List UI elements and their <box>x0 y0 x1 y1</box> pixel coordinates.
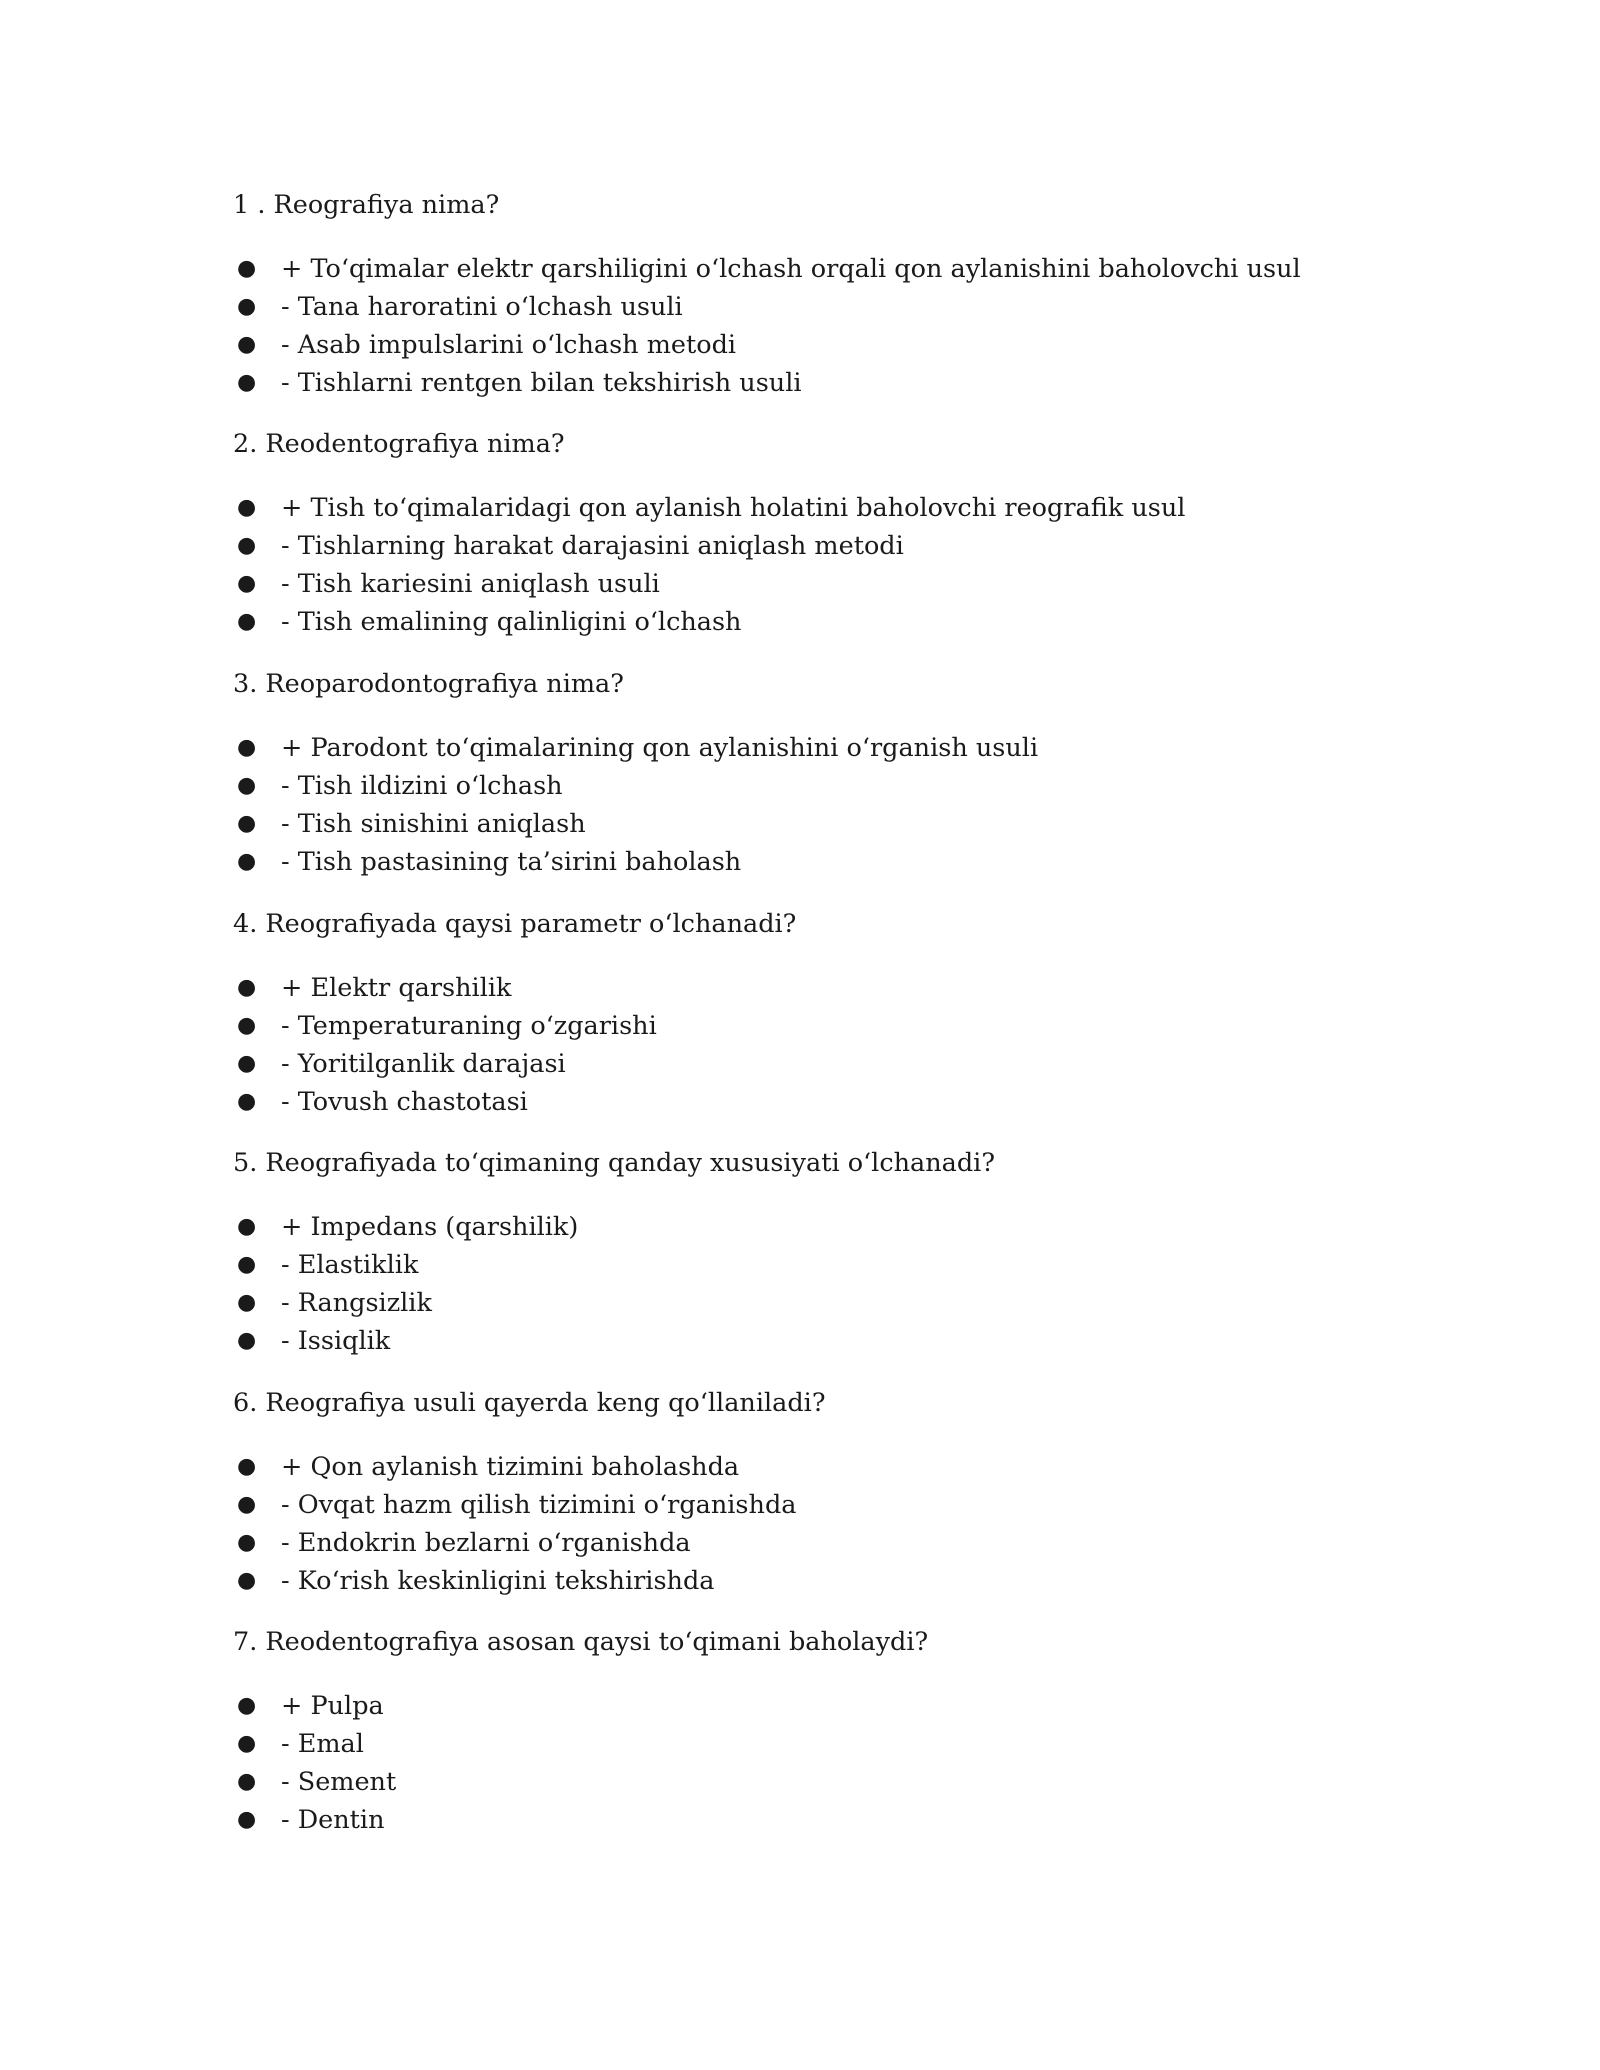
bullet-icon: ● <box>237 1807 257 1832</box>
question-block-5 <box>233 1144 1383 1360</box>
answer-text: - Elastiklik <box>281 1250 419 1280</box>
answer-text: + Parodont to‘qimalarining qon aylanishini o‘rganish usuli <box>281 733 1039 763</box>
bullet-icon: ● <box>237 773 257 798</box>
answer-text: - Ko‘rish keskinligini tekshirishda <box>281 1566 715 1596</box>
answer-text: - Tish kariesini aniqlash usuli <box>281 569 660 599</box>
question-block-1 <box>233 186 1383 402</box>
answer-option <box>233 1486 1383 1524</box>
answer-option <box>233 767 1383 805</box>
answer-option <box>233 1725 1383 1763</box>
question-block-3 <box>233 665 1383 881</box>
answer-option <box>233 1007 1383 1045</box>
answer-option <box>233 489 1383 527</box>
bullet-icon: ● <box>237 1328 257 1353</box>
answer-text: - Sement <box>281 1767 397 1797</box>
answer-list <box>233 969 1383 1121</box>
bullet-icon: ● <box>237 1252 257 1277</box>
answer-text: - Ovqat hazm qilish tizimini o‘rganishda <box>281 1490 797 1520</box>
answer-text: - Endokrin bezlarni o‘rganishda <box>281 1528 691 1558</box>
answer-option <box>233 1284 1383 1322</box>
answer-text: + Elektr qarshilik <box>281 973 512 1003</box>
question-block-7 <box>233 1623 1383 1839</box>
answer-option <box>233 1687 1383 1725</box>
answer-text: - Asab impulslarini o‘lchash metodi <box>281 330 737 360</box>
answer-list <box>233 1448 1383 1600</box>
answer-text: - Tish emalining qalinligini o‘lchash <box>281 607 742 637</box>
bullet-icon: ● <box>237 1731 257 1756</box>
answer-list <box>233 1208 1383 1360</box>
answer-text: + Qon aylanish tizimini baholashda <box>281 1452 740 1482</box>
bullet-icon: ● <box>237 1089 257 1114</box>
answer-text: + To‘qimalar elektr qarshiligini o‘lchash orqali qon aylanishini baholovchi usul <box>281 254 1301 284</box>
answer-option <box>233 1448 1383 1486</box>
answer-text: - Rangsizlik <box>281 1288 432 1318</box>
bullet-icon: ● <box>237 332 257 357</box>
answer-text: - Tish pastasining ta’sirini baholash <box>281 847 742 877</box>
answer-list <box>233 1687 1383 1839</box>
answer-option <box>233 843 1383 881</box>
answer-text: - Tishlarni rentgen bilan tekshirish usuli <box>281 368 802 398</box>
answer-text: - Issiqlik <box>281 1326 391 1356</box>
answer-text: - Tana haroratini o‘lchash usuli <box>281 292 683 322</box>
question-title: 3. Reoparodontografiya nima? <box>233 669 624 699</box>
question-block-2 <box>233 425 1383 641</box>
answer-option <box>233 565 1383 603</box>
answer-text: - Tish sinishini aniqlash <box>281 809 586 839</box>
question-title: 1 . Reografiya nima? <box>233 190 500 220</box>
bullet-icon: ● <box>237 256 257 281</box>
bullet-icon: ● <box>237 849 257 874</box>
bullet-icon: ● <box>237 1290 257 1315</box>
bullet-icon: ● <box>237 1693 257 1718</box>
answer-text: - Tovush chastotasi <box>281 1087 528 1117</box>
answer-option <box>233 326 1383 364</box>
answer-text: - Tish ildizini o‘lchash <box>281 771 563 801</box>
answer-text: - Dentin <box>281 1805 385 1835</box>
answer-option <box>233 1562 1383 1600</box>
answer-option <box>233 805 1383 843</box>
bullet-icon: ● <box>237 533 257 558</box>
answer-text: + Impedans (qarshilik) <box>281 1212 579 1242</box>
answer-text: - Emal <box>281 1729 364 1759</box>
answer-option <box>233 1322 1383 1360</box>
bullet-icon: ● <box>237 495 257 520</box>
bullet-icon: ● <box>237 609 257 634</box>
bullet-icon: ● <box>237 1492 257 1517</box>
answer-option <box>233 1763 1383 1801</box>
answer-option <box>233 1524 1383 1562</box>
answer-text: - Tishlarning harakat darajasini aniqlash metodi <box>281 531 904 561</box>
answer-option <box>233 1246 1383 1284</box>
answer-option <box>233 527 1383 565</box>
question-title: 5. Reografiyada to‘qimaning qanday xususiyati o‘lchanadi? <box>233 1148 995 1178</box>
question-title: 6. Reografiya usuli qayerda keng qo‘llaniladi? <box>233 1388 826 1418</box>
answer-option <box>233 1045 1383 1083</box>
bullet-icon: ● <box>237 571 257 596</box>
answer-option <box>233 1208 1383 1246</box>
question-block-6 <box>233 1384 1383 1600</box>
bullet-icon: ● <box>237 811 257 836</box>
answer-list <box>233 729 1383 881</box>
answer-option <box>233 603 1383 641</box>
answer-option <box>233 969 1383 1007</box>
answer-text: - Temperaturaning o‘zgarishi <box>281 1011 657 1041</box>
bullet-icon: ● <box>237 1454 257 1479</box>
bullet-icon: ● <box>237 735 257 760</box>
answer-option <box>233 288 1383 326</box>
bullet-icon: ● <box>237 975 257 1000</box>
bullet-icon: ● <box>237 1530 257 1555</box>
answer-option <box>233 1083 1383 1121</box>
question-title: 4. Reografiyada qaysi parametr o‘lchanadi? <box>233 909 797 939</box>
answer-option <box>233 1801 1383 1839</box>
answer-option <box>233 364 1383 402</box>
question-title: 7. Reodentografiya asosan qaysi to‘qimani baholaydi? <box>233 1627 929 1657</box>
answer-list <box>233 250 1383 402</box>
bullet-icon: ● <box>237 1769 257 1794</box>
bullet-icon: ● <box>237 1214 257 1239</box>
answer-option <box>233 729 1383 767</box>
answer-list <box>233 489 1383 641</box>
bullet-icon: ● <box>237 294 257 319</box>
answer-text: + Pulpa <box>281 1691 384 1721</box>
bullet-icon: ● <box>237 1051 257 1076</box>
answer-option <box>233 250 1383 288</box>
answer-text: + Tish to‘qimalaridagi qon aylanish holatini baholovchi reografik usul <box>281 493 1186 523</box>
bullet-icon: ● <box>237 1568 257 1593</box>
question-title: 2. Reodentografiya nima? <box>233 429 565 459</box>
question-block-4 <box>233 905 1383 1121</box>
answer-text: - Yoritilganlik darajasi <box>281 1049 566 1079</box>
bullet-icon: ● <box>237 1013 257 1038</box>
bullet-icon: ● <box>237 370 257 395</box>
